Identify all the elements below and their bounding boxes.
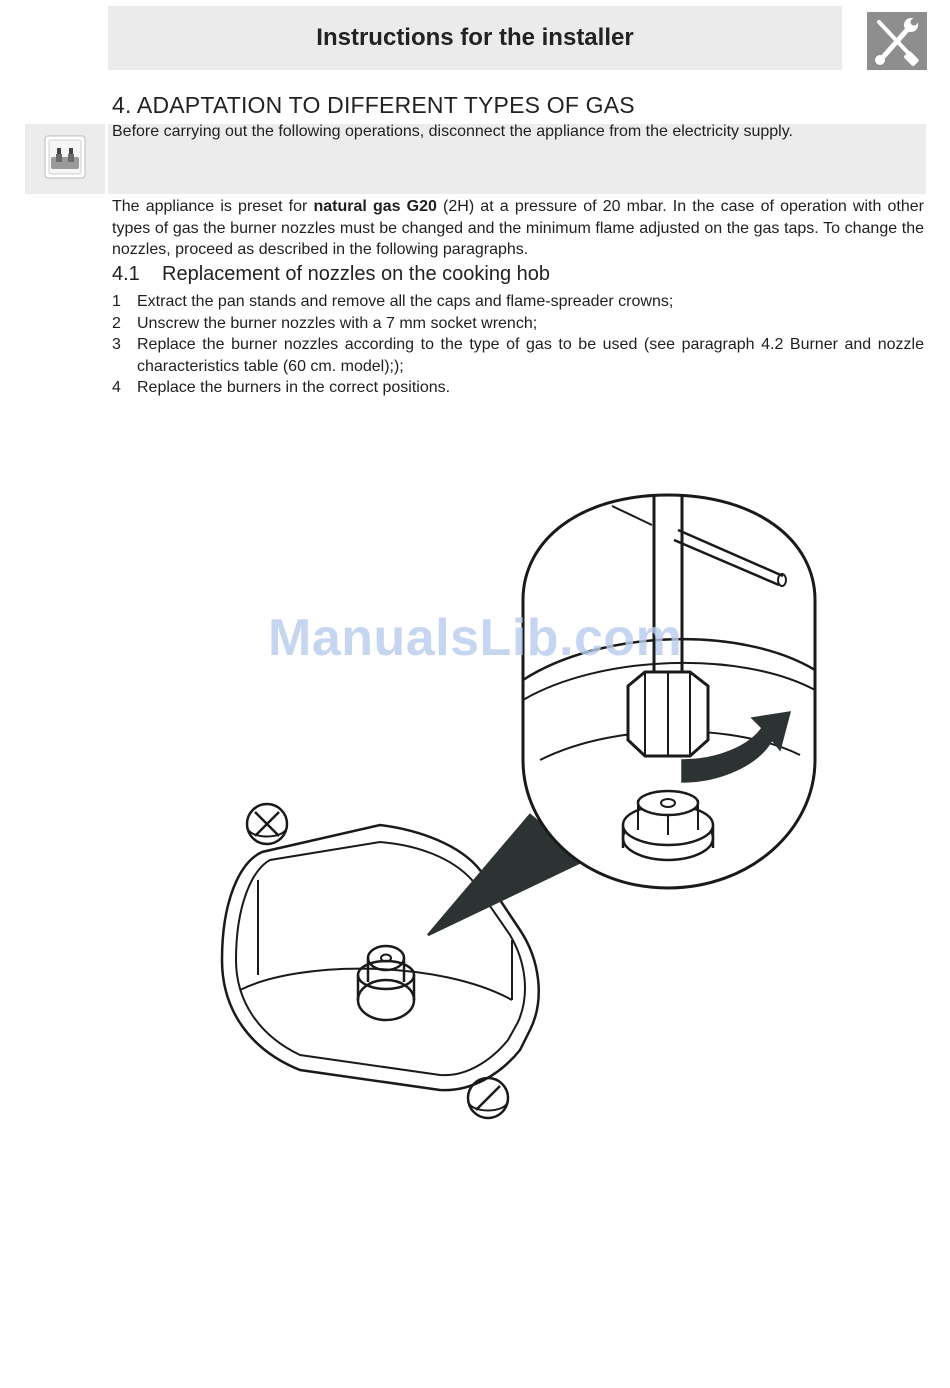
subsection-title: Replacement of nozzles on the cooking hob [162, 263, 551, 285]
intro-part1: The appliance is preset for [112, 198, 314, 215]
intro-paragraph [112, 196, 924, 261]
nozzle-replacement-illustration [0, 440, 950, 1165]
step-number: 1 [112, 293, 121, 310]
list-item [112, 334, 924, 377]
header-bar [108, 6, 842, 70]
intro-bold-gas: natural gas G20 [313, 198, 437, 215]
step-number: 2 [112, 314, 121, 332]
list-item [112, 377, 924, 399]
list-item [112, 291, 924, 313]
step-text: Extract the pan stands and remove all the caps and flame-spreader crowns; [137, 293, 674, 310]
section-title: 4. ADAPTATION TO DIFFERENT TYPES OF GAS [112, 92, 635, 118]
intro-part2: (2H) at a pressure of 20 mbar. In the case of operation with other types of gas the burner nozzles must be changed and the minimum flame adjusted on the gas taps. To change the nozzles, proceed as described in the following paragraphs. [112, 198, 924, 258]
step-text: Replace the burners in the correct positions. [137, 379, 451, 396]
page-header-title: Instructions for the installer [316, 24, 634, 51]
watermark-text: ManualsLib.com [268, 609, 683, 667]
step-number: 3 [112, 336, 121, 353]
list-item [112, 313, 924, 335]
electrical-socket-icon [25, 124, 105, 194]
warning-text: Before carrying out the following operations, disconnect the appliance from the electricity supply. [112, 123, 793, 140]
step-text: Unscrew the burner nozzles with a 7 mm socket wrench; [137, 314, 538, 332]
step-text: Replace the burner nozzles according to the type of gas to be used (see paragraph 4.2 Burner and nozzle characteristics table (60 cm. model);); [137, 336, 924, 375]
warning-icon-box [25, 124, 105, 194]
step-number: 4 [112, 379, 121, 396]
tools-icon [867, 12, 927, 70]
subsection-heading [112, 263, 550, 286]
subsection-number: 4.1 [112, 263, 140, 285]
steps-list [112, 291, 924, 399]
